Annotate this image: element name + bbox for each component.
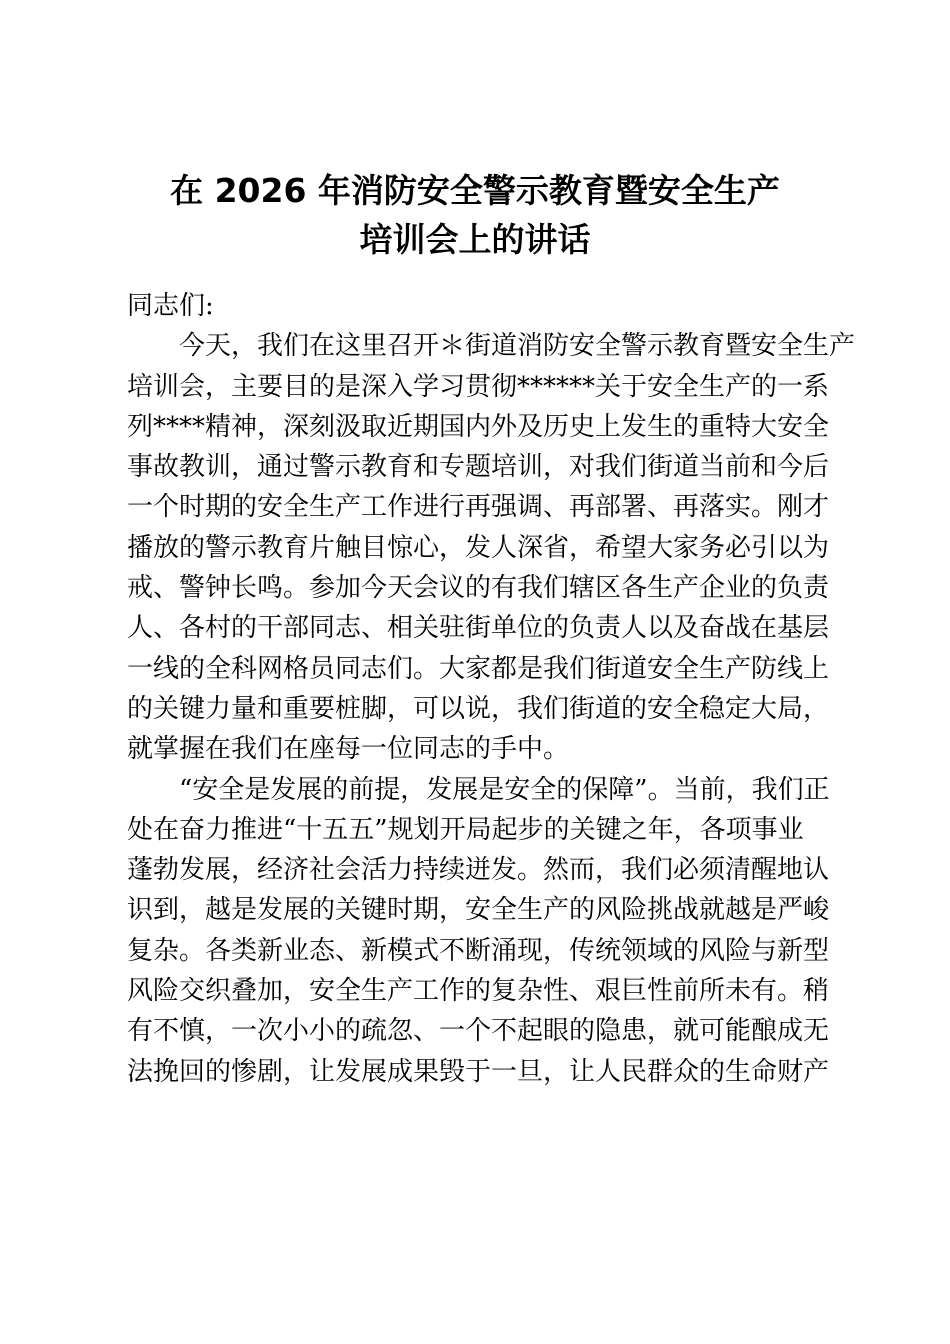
- document-title: [0, 166, 950, 264]
- paragraph-line: 戒、警钟长鸣。参加今天会议的有我们辖区各生产企业的负责: [127, 573, 830, 604]
- paragraph-line: 法挽回的惨剧，让发展成果毁于一旦，让人民群众的生命财产: [127, 1056, 830, 1087]
- paragraph-line: 蓬勃发展，经济社会活力持续迸发。然而，我们必须清醒地认: [127, 855, 830, 886]
- paragraph-line: 今天，我们在这里召开＊街道消防安全警示教育暨安全生产: [179, 331, 856, 362]
- paragraph-1: [127, 326, 856, 769]
- paragraph-line: 有不慎，一次小小的疏忽、一个不起眼的隐患，就可能酿成无: [127, 1016, 830, 1047]
- paragraph-line: “安全是发展的前提，发展是安全的保障”。当前，我们正: [179, 774, 830, 805]
- paragraph-line: 培训会，主要目的是深入学习贯彻******关于安全生产的一系: [127, 371, 830, 402]
- paragraph-line: 列****精神，深刻汲取近期国内外及历史上发生的重特大安全: [127, 411, 830, 442]
- paragraph-line: 识到，越是发展的关键时期，安全生产的风险挑战就越是严峻: [127, 895, 830, 926]
- paragraph-line: 一个时期的安全生产工作进行再强调、再部署、再落实。刚才: [127, 492, 830, 523]
- paragraph-line: 事故教训，通过警示教育和专题培训，对我们街道当前和今后: [127, 452, 830, 483]
- title-line-2: 培训会上的讲话: [359, 220, 591, 259]
- paragraph-line: 复杂。各类新业态、新模式不断涌现，传统领域的风险与新型: [127, 935, 830, 966]
- paragraph-line: 就掌握在我们在座每一位同志的手中。: [127, 734, 570, 765]
- document-body: [127, 286, 856, 1092]
- paragraph-line: 人、各村的干部同志、相关驻街单位的负责人以及奋战在基层: [127, 613, 830, 644]
- paragraph-line: 播放的警示教育片触目惊心，发人深省，希望大家务必引以为: [127, 532, 830, 563]
- paragraph-2: [127, 770, 830, 1092]
- paragraph-line: 一线的全科网格员同志们。大家都是我们街道安全生产防线上: [127, 653, 830, 684]
- paragraph-line: 的关键力量和重要桩脚，可以说，我们街道的安全稳定大局，: [127, 693, 830, 724]
- paragraph-line: 风险交织叠加，安全生产工作的复杂性、艰巨性前所未有。稍: [127, 976, 830, 1007]
- salutation: 同志们:: [127, 291, 214, 321]
- paragraph-line: 处在奋力推进“十五五”规划开局起步的关键之年，各项事业: [127, 814, 804, 845]
- title-line-1: 在 2026 年消防安全警示教育暨安全生产: [170, 171, 780, 210]
